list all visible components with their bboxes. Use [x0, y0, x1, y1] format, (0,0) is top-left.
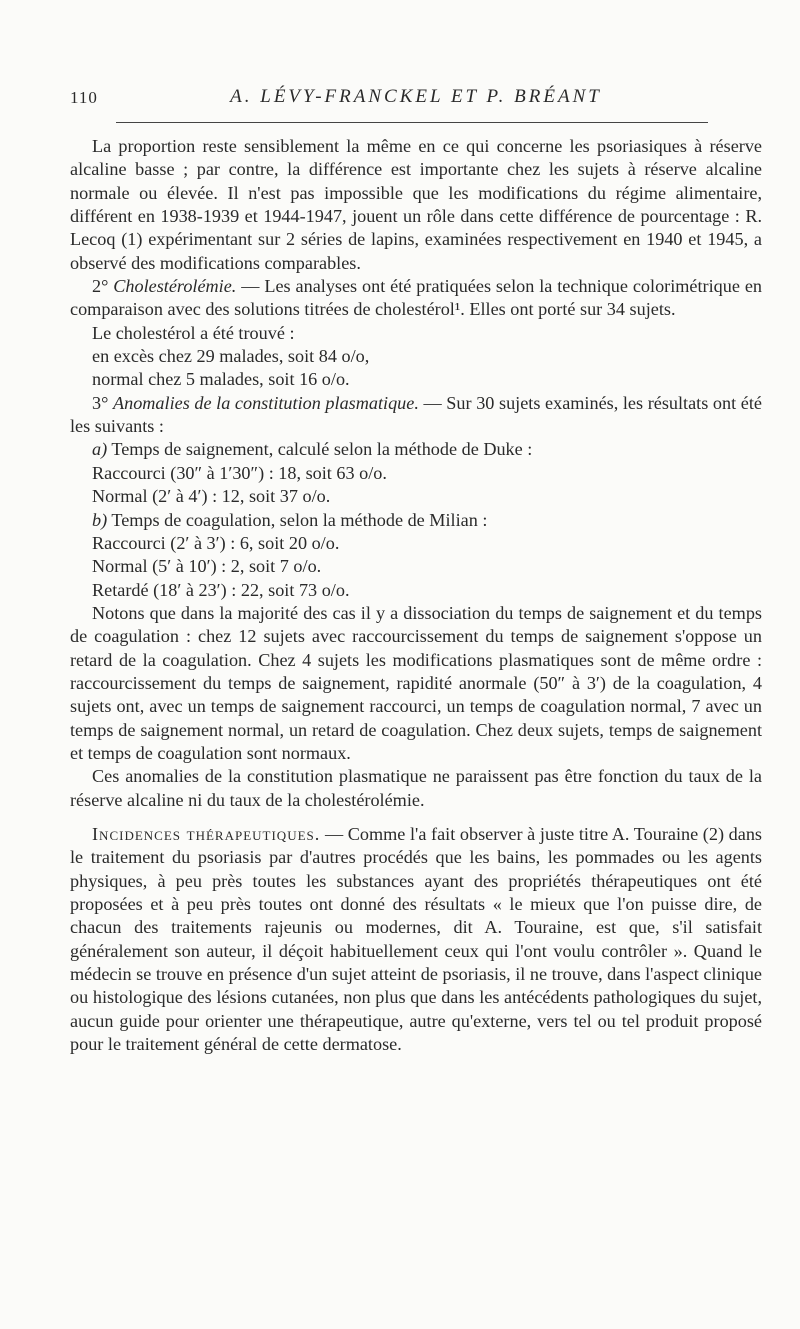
paragraph-text: — Comme l'a fait observer à juste titre A. Touraine (2) dans le traitement du psoriasis par d'autres procédés que les bains, les pommades ou les agents physiques, à peu près toutes les substances ayant des propriétés thérapeutiques ont été proposées et à peu près toutes ont donné des résultats « le mieux que l'on puisse dire, de chacun des traitements rajeunis ou modernes, dit A. Touraine, est que, s'il satisfait généralement son auteur, il déçoit habituellement ceux qui l'ont voulu contrôler ». Quand le médecin se trouve en présence d'un sujet atteint de psoriasis, il ne trouve, dans l'aspect clinique ou histologique des lésions cutanées, non plus que dans les antécédents pathologiques du sujet, aucun guide pour orienter une thérapeutique, autre qu'externe, vers tel ou tel produit proposé pour le traitement général de cette dermatose.: [70, 823, 762, 1055]
paragraph-text: — Sur 30 sujets examinés, les résultats ont été les suivants :: [70, 392, 762, 437]
paragraph-text: Raccourci (30″ à 1′30″) : 18, soit 63 o/o.: [92, 462, 387, 483]
paragraph-text: Le cholestérol a été trouvé :: [92, 322, 295, 343]
paragraph-text: Raccourci (2′ à 3′) : 6, soit 20 o/o.: [92, 532, 340, 553]
paragraph: [70, 579, 762, 602]
section-heading: Anomalies de la constitution plasmatique.: [112, 392, 419, 413]
paragraph: [70, 345, 762, 368]
section-heading: Cholestérolémie.: [113, 276, 237, 297]
paragraph: [70, 462, 762, 485]
paragraph: [70, 275, 762, 322]
paragraph: [70, 135, 762, 275]
page-header: [70, 86, 762, 116]
header-rule: [116, 122, 708, 123]
item-marker: a): [92, 439, 108, 460]
page-number: 110: [70, 88, 98, 107]
paragraph-text: — Les analyses ont été pratiquées selon la technique colorimétrique en comparaison avec des solutions titrées de cholestérol¹. Elles ont porté sur 34 sujets.: [70, 276, 762, 320]
paragraph: [70, 532, 762, 555]
paragraph: [70, 555, 762, 578]
paragraph-text: Normal (5′ à 10′) : 2, soit 7 o/o.: [92, 556, 322, 577]
paragraph-text: La proportion reste sensiblement la même en ce qui concerne les psoriasiques à réserve alcaline basse ; par contre, la différence est importante chez les sujets à réserve alcaline normale ou élevée. Il n'est pas impossible que les modifications du régime alimentaire, différent en 1938-1939 et 1944-1947, jouent un rôle dans cette différence de pourcentage : R. Lecoq (1) expérimentant sur 2 séries de lapins, examinées respectivement en 1940 et 1945, a observé des modifications comparables.: [70, 136, 762, 273]
paragraph: [70, 392, 762, 439]
section-heading: Incidences thérapeutiques.: [92, 823, 321, 844]
section-gap: [70, 812, 762, 823]
paragraph-text: Temps de coagulation, selon la méthode de Milian :: [107, 509, 488, 530]
section-number: 2°: [92, 276, 114, 297]
paragraph-text: Temps de saignement, calculé selon la méthode de Duke :: [107, 439, 533, 460]
paragraph: [70, 368, 762, 391]
paragraph-text: en excès chez 29 malades, soit 84 o/o,: [92, 346, 370, 367]
paragraph: [70, 322, 762, 345]
paragraph: [70, 485, 762, 508]
paragraph-text: Retardé (18′ à 23′) : 22, soit 73 o/o.: [92, 579, 350, 600]
paragraph: [70, 765, 762, 812]
paragraph: [70, 823, 762, 1056]
item-marker: b): [92, 509, 108, 530]
paragraph-text: Normal (2′ à 4′) : 12, soit 37 o/o.: [92, 486, 331, 507]
article-body: [70, 135, 762, 1056]
paragraph: [70, 602, 762, 765]
paragraph-text: Ces anomalies de la constitution plasmatique ne paraissent pas être fonction du taux de la réserve alcaline ni du taux de la cholestérolémie.: [70, 766, 762, 810]
section-number: 3°: [92, 392, 113, 413]
running-head: A. LÉVY-FRANCKEL ET P. BRÉANT: [230, 86, 602, 107]
paragraph: [70, 438, 762, 461]
paragraph-text: Notons que dans la majorité des cas il y a dissociation du temps de saignement et du temps de coagulation : chez 12 sujets avec raccourcissement du temps de saignement s'oppose un retard de la coagulation. Chez 4 sujets les modifications plasmatiques sont de même ordre : raccourcissement du temps de saignement, rapidité anormale (50″ à 3′) de la coagulation, 4 sujets ont, avec un temps de saignement raccourci, un temps de coagulation normal, 7 avec un temps de saignement normal, un retard de coagulation. Chez deux sujets, temps de saignement et temps de coagulation sont normaux.: [70, 602, 762, 763]
paragraph-text: normal chez 5 malades, soit 16 o/o.: [92, 369, 350, 390]
paragraph: [70, 509, 762, 532]
